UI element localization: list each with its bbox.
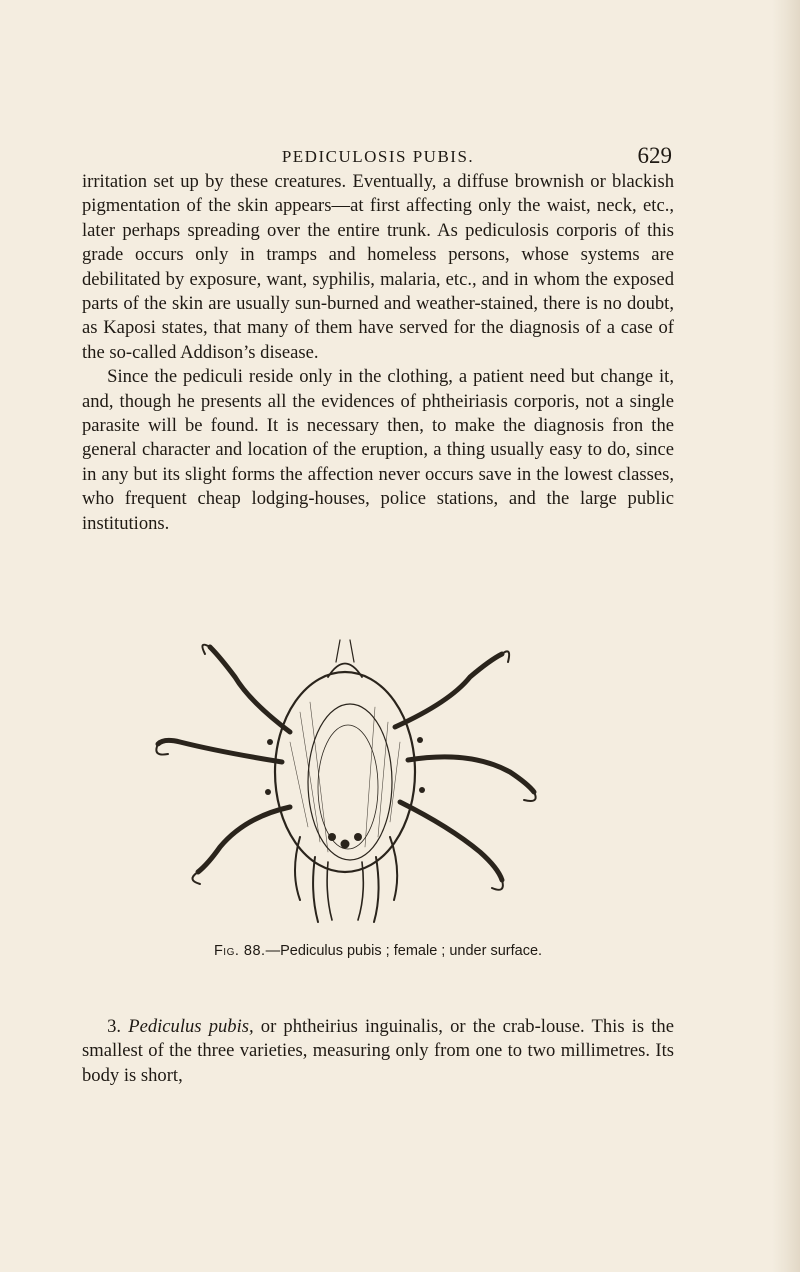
figure-label: Fig. 88. bbox=[213, 943, 266, 959]
paragraph-crab-louse bbox=[82, 1015, 674, 1088]
species-name: Pediculus pubis, bbox=[128, 1016, 254, 1037]
body-text bbox=[82, 170, 674, 536]
section-3 bbox=[82, 1015, 674, 1088]
paragraph-continued: irritation set up by these creatures. Eventually, a diffuse brownish or blackish pigmentation of the skin appears—at first affecting only the waist, neck, etc., later perhaps spreading over the entire trunk. As pediculosis corporis of this grade occurs only in tramps and homeless persons, whose systems are debilitated by exposure, want, syphilis, malaria, etc., and in whom the exposed parts of the skin are usually sun-burned and weather-stained, there is no doubt, as Kaposi states, that many of them have served for the diagnosis of a case of the so-called Addison’s disease. bbox=[82, 171, 674, 363]
page-edge bbox=[772, 0, 800, 1272]
page-header bbox=[82, 143, 674, 170]
section-number: 3. bbox=[107, 1016, 122, 1037]
section-text: or phtheirius inguinalis, or the crab-louse. This is the smallest of the three varieties, measuring only from one to two millimetres. Its body is short, bbox=[82, 1016, 674, 1086]
page-number: 629 bbox=[637, 143, 672, 168]
running-head: PEDICULOSIS PUBIS. bbox=[281, 147, 475, 166]
louse-illustration bbox=[150, 632, 540, 932]
figure-caption-text: —Pediculus pubis ; female ; under surface. bbox=[265, 943, 543, 959]
figure-caption bbox=[82, 943, 674, 959]
paragraph-diagnosis: Since the pediculi reside only in the clothing, a patient need but change it, and, though he presents all the evidences of phtheiriasis corporis, not a single parasite will be found. It is necessary then, to make the diagnosis fron the general character and location of the eruption, a thing usually easy to do, since in any but its slight forms the affection never occurs save in the lowest classes, who frequent cheap lodging-houses, police stations, and the large public institutions. bbox=[82, 366, 674, 534]
